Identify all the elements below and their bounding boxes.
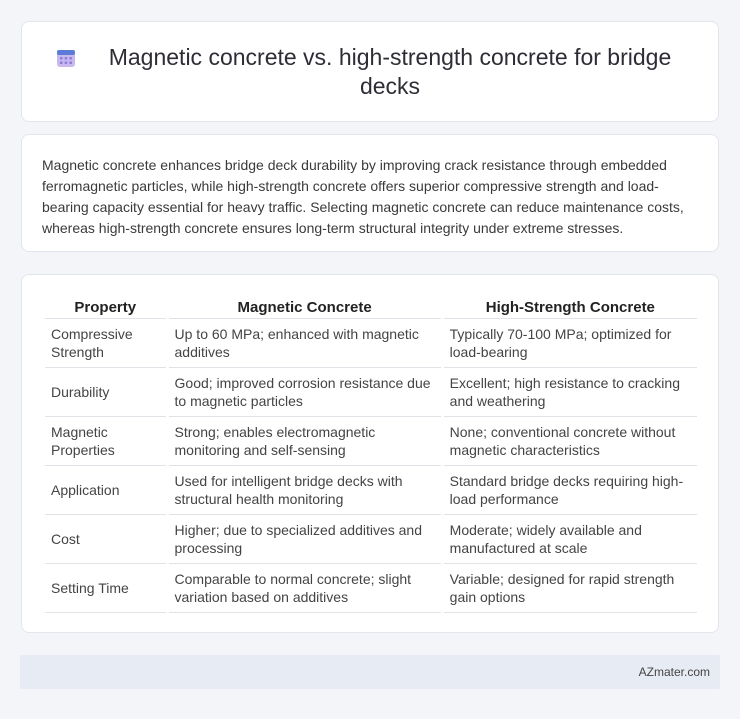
high-strength-cell: Moderate; widely available and manufactured at scale [444,515,697,564]
table-row [45,417,697,466]
comparison-table [42,296,700,613]
title-card [21,21,719,122]
column-header-property: Property [45,296,166,319]
property-cell: Cost [45,515,166,564]
table-row [45,515,697,564]
high-strength-cell: Standard bridge decks requiring high-load performance [444,466,697,515]
table-header-row [45,296,697,319]
high-strength-cell: Excellent; high resistance to cracking and weathering [444,368,697,417]
high-strength-cell: None; conventional concrete without magnetic characteristics [444,417,697,466]
property-cell: Durability [45,368,166,417]
magnetic-cell: Comparable to normal concrete; slight variation based on additives [169,564,441,613]
summary-card [21,134,719,252]
magnetic-cell: Good; improved corrosion resistance due to magnetic particles [169,368,441,417]
magnetic-cell: Higher; due to specialized additives and processing [169,515,441,564]
property-cell: Application [45,466,166,515]
footer-bar [20,655,720,689]
column-header-magnetic: Magnetic Concrete [169,296,441,319]
summary-text: Magnetic concrete enhances bridge deck durability by improving crack resistance through embedded ferromagnetic particles, while high-strength concrete offers superior compressive strength and load-bearing capacity essential for heavy traffic. Selecting magnetic concrete can reduce maintenance costs, whereas high-strength concrete ensures long-term structural integrity under extreme stresses. [42,157,684,236]
property-cell: Magnetic Properties [45,417,166,466]
magnetic-cell: Used for intelligent bridge decks with structural health monitoring [169,466,441,515]
magnetic-cell: Up to 60 MPa; enhanced with magnetic additives [169,319,441,368]
comparison-table-card [21,274,719,633]
property-cell: Setting Time [45,564,166,613]
high-strength-cell: Variable; designed for rapid strength gain options [444,564,697,613]
page-title: Magnetic concrete vs. high-strength concrete for bridge decks [108,43,672,99]
property-cell: Compressive Strength [45,319,166,368]
table-row [45,564,697,613]
footer-brand: AZmater.com [638,665,710,679]
column-header-high-strength: High-Strength Concrete [444,296,697,319]
high-strength-cell: Typically 70-100 MPa; optimized for load-bearing [444,319,697,368]
table-row [45,466,697,515]
table-row [45,319,697,368]
table-row [45,368,697,417]
magnetic-cell: Strong; enables electromagnetic monitoring and self-sensing [169,417,441,466]
